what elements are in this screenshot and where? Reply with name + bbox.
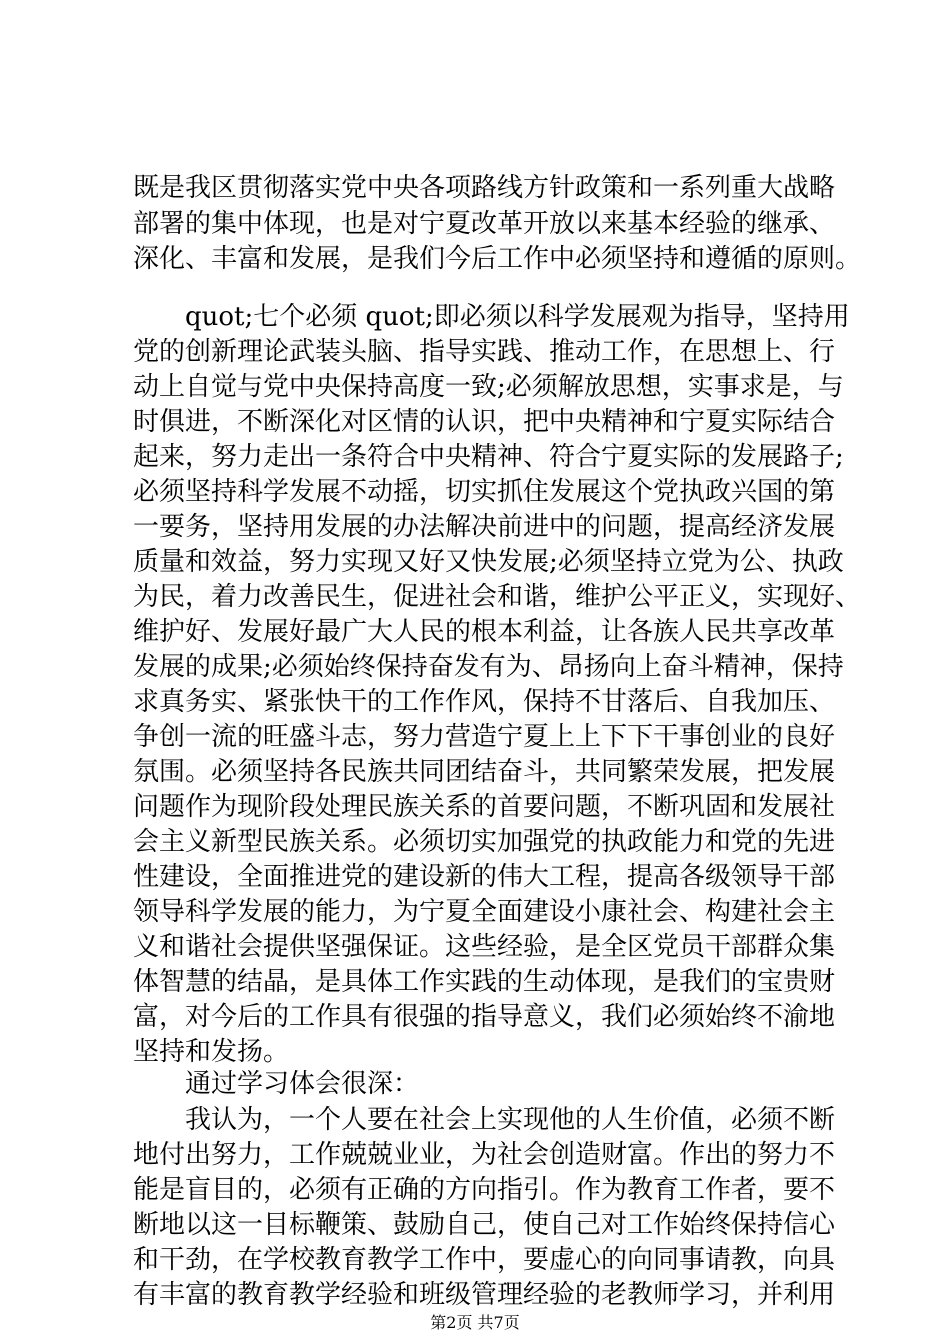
paragraph-line: 能是盲目的，必须有正确的方向指引。作为教育工作者，要不 xyxy=(133,1175,836,1205)
paragraph-line: 既是我区贯彻落实党中央各项路线方针政策和一系列重大战略 xyxy=(133,173,836,203)
paragraph-line: 有丰富的教育教学经验和班级管理经验的老教师学习，并利用 xyxy=(133,1280,836,1310)
paragraph-line: 和干劲，在学校教育教学工作中，要虚心的向同事请教，向具 xyxy=(133,1245,836,1275)
paragraph-line: 通过学习体会很深： xyxy=(133,1069,420,1099)
paragraph-line: 地付出努力，工作兢兢业业，为社会创造财富。作出的努力不 xyxy=(133,1140,836,1170)
paragraph-line: 党的创新理论武装头脑、指导实践、推动工作，在思想上、行 xyxy=(133,337,836,367)
paragraph-line: 氛围。必须坚持各民族共同团结奋斗，共同繁荣发展，把发展 xyxy=(133,757,836,787)
paragraph-line: 断地以这一目标鞭策、鼓励自己，使自己对工作始终保持信心 xyxy=(133,1210,836,1240)
paragraph-line: 质量和效益，努力实现又好又快发展;必须坚持立党为公、执政 xyxy=(133,547,844,577)
paragraph-line: 起来，努力走出一条符合中央精神、符合宁夏实际的发展路子; xyxy=(133,442,844,472)
paragraph-line: 坚持和发扬。 xyxy=(133,1037,290,1067)
paragraph-line: 部署的集中体现，也是对宁夏改革开放以来基本经验的继承、 xyxy=(133,209,836,239)
paragraph-line: 问题作为现阶段处理民族关系的首要问题，不断巩固和发展社 xyxy=(133,792,836,822)
paragraph-line: 动上自觉与党中央保持高度一致;必须解放思想，实事求是，与 xyxy=(133,372,844,402)
paragraph-line: 富，对今后的工作具有很强的指导意义，我们必须始终不渝地 xyxy=(133,1002,836,1032)
paragraph-line: 发展的成果;必须始终保持奋发有为、昂扬向上奋斗精神，保持 xyxy=(133,652,844,682)
paragraph-line: 必须坚持科学发展不动摇，切实抓住发展这个党执政兴国的第 xyxy=(133,477,836,507)
paragraph-line: 领导科学发展的能力，为宁夏全面建设小康社会、构建社会主 xyxy=(133,897,836,927)
paragraph-line: 会主义新型民族关系。必须切实加强党的执政能力和党的先进 xyxy=(133,827,836,857)
paragraph-line: quot;七个必须 quot;即必须以科学发展观为指导，坚持用 xyxy=(133,302,850,332)
paragraph-line: 求真务实、紧张快干的工作作风，保持不甘落后、自我加压、 xyxy=(133,687,836,717)
paragraph-line: 我认为，一个人要在社会上实现他的人生价值，必须不断 xyxy=(133,1105,836,1135)
paragraph-line: 深化、丰富和发展，是我们今后工作中必须坚持和遵循的原则。 xyxy=(133,244,862,274)
page-number-footer: 第2页 共7页 xyxy=(430,1313,520,1332)
paragraph-line: 义和谐社会提供坚强保证。这些经验，是全区党员干部群众集 xyxy=(133,932,836,962)
paragraph-line: 体智慧的结晶，是具体工作实践的生动体现，是我们的宝贵财 xyxy=(133,967,836,997)
paragraph-line: 争创一流的旺盛斗志，努力营造宁夏上上下下干事创业的良好 xyxy=(133,722,836,752)
paragraph-line: 一要务，坚持用发展的办法解决前进中的问题，提高经济发展 xyxy=(133,512,836,542)
paragraph-line: 性建设，全面推进党的建设新的伟大工程，提高各级领导干部 xyxy=(133,862,836,892)
paragraph-line: 为民，着力改善民生，促进社会和谐，维护公平正义，实现好、 xyxy=(133,582,862,612)
paragraph-line: 时俱进，不断深化对区情的认识，把中央精神和宁夏实际结合 xyxy=(133,407,836,437)
paragraph-line: 维护好、发展好最广大人民的根本利益，让各族人民共享改革 xyxy=(133,617,836,647)
